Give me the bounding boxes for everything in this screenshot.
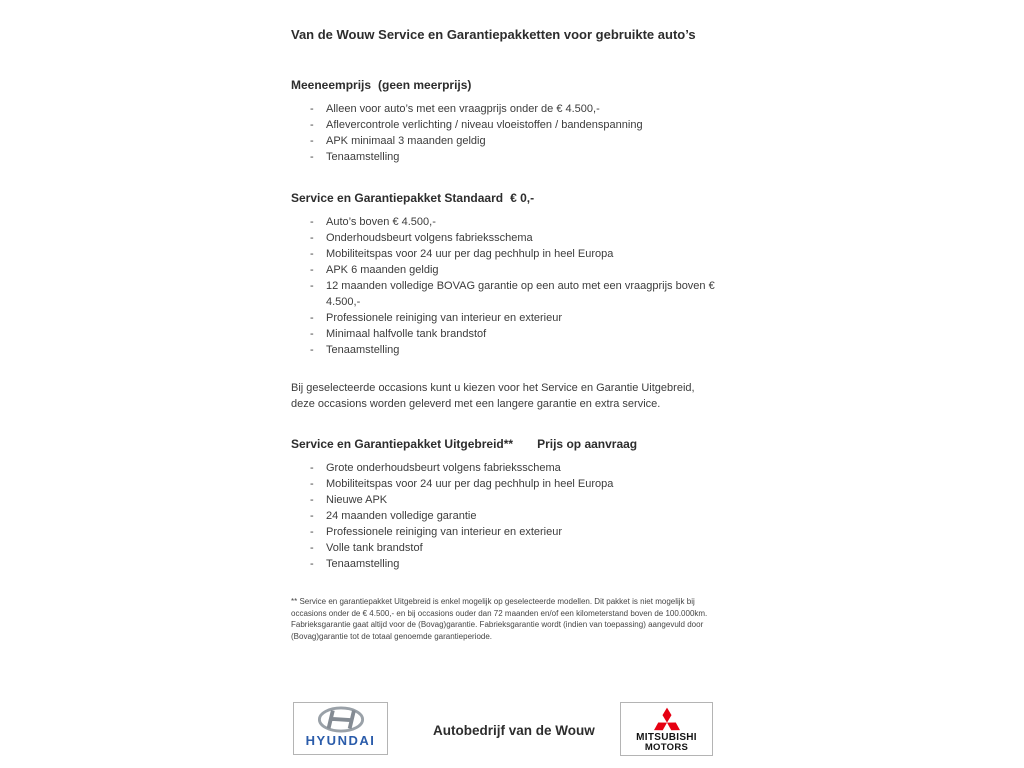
- mitsubishi-logo: [620, 702, 713, 756]
- document-content: [291, 0, 721, 642]
- section-heading-text: Service en Garantiepakket Standaard: [291, 191, 504, 205]
- section-price: Prijs op aanvraag: [537, 437, 638, 451]
- section-item-list: [291, 460, 721, 572]
- section-item-list: [291, 101, 721, 165]
- section-uitgebreid: [291, 437, 721, 572]
- section-heading: [291, 191, 721, 205]
- list-item: - Mobiliteitspas voor 24 uur per dag pechhulp in heel Europa: [291, 476, 721, 492]
- list-item: - Professionele reiniging van interieur en exterieur: [291, 524, 721, 540]
- list-item: - Grote onderhoudsbeurt volgens fabrieksschema: [291, 460, 721, 476]
- list-item: - Alleen voor auto’s met een vraagprijs onder de € 4.500,-: [291, 101, 721, 117]
- list-item: - Nieuwe APK: [291, 492, 721, 508]
- hyundai-wordmark: HYUNDAI: [305, 733, 376, 748]
- section-standaard: [291, 191, 721, 358]
- list-item: - APK minimaal 3 maanden geldig: [291, 133, 721, 149]
- list-item: - Aflevercontrole verlichting / niveau vloeistoffen / bandenspanning: [291, 117, 721, 133]
- list-item: - Volle tank brandstof: [291, 540, 721, 556]
- hyundai-logo: [293, 702, 388, 755]
- list-item: - Mobiliteitspas voor 24 uur per dag pechhulp in heel Europa: [291, 246, 721, 262]
- list-item: - Minimaal halfvolle tank brandstof: [291, 326, 721, 342]
- list-item: - APK 6 maanden geldig: [291, 262, 721, 278]
- list-item: - Auto’s boven € 4.500,-: [291, 214, 721, 230]
- section-item-list: [291, 214, 721, 358]
- section-heading-text: Meeneemprijs: [291, 78, 372, 92]
- list-item: - 12 maanden volledige BOVAG garantie op een auto met een vraagprijs boven € 4.500,-: [291, 278, 721, 310]
- list-item: - Tenaamstelling: [291, 556, 721, 572]
- section-price: € 0,-: [510, 191, 535, 205]
- list-item: - Professionele reiniging van interieur en exterieur: [291, 310, 721, 326]
- list-item: - 24 maanden volledige garantie: [291, 508, 721, 524]
- page-title: Van de Wouw Service en Garantiepakketten voor gebruikte auto’s: [291, 27, 696, 42]
- section-meeneemprijs: [291, 78, 721, 165]
- footnote: ** Service en garantiepakket Uitgebreid is enkel mogelijk op geselecteerde modellen. Dit pakket is niet mogelijk bij occasions onder de € 4.500,- en bij occasions ouder dan 72 maanden en/of een kilometerstand boven de 100.000km. Fabrieksgarantie gaat altijd voor de (Bovag)garantie. Fabrieksgarantie wordt (indien van toepassing) aangevuld door (Bovag)garantie tot de totaal genoemde garantieperiode.: [291, 597, 708, 641]
- list-item: - Tenaamstelling: [291, 342, 721, 358]
- hyundai-emblem-icon: [317, 706, 365, 733]
- dealer-name: Autobedrijf van de Wouw: [433, 723, 595, 738]
- mitsubishi-wordmark-line1: MITSUBISHI: [636, 732, 697, 743]
- intro-paragraph: Bij geselecteerde occasions kunt u kiezen voor het Service en Garantie Uitgebreid, deze occasions worden geleverd met een langere garantie en extra service.: [291, 382, 695, 410]
- list-item: - Onderhoudsbeurt volgens fabrieksschema: [291, 230, 721, 246]
- section-heading: [291, 78, 721, 92]
- mitsubishi-emblem-icon: [652, 706, 682, 732]
- mitsubishi-wordmark-line2: MOTORS: [644, 742, 689, 753]
- section-heading: [291, 437, 721, 451]
- list-item: - Tenaamstelling: [291, 149, 721, 165]
- section-heading-text: Service en Garantiepakket Uitgebreid**: [291, 437, 514, 451]
- section-price: (geen meerprijs): [378, 78, 472, 92]
